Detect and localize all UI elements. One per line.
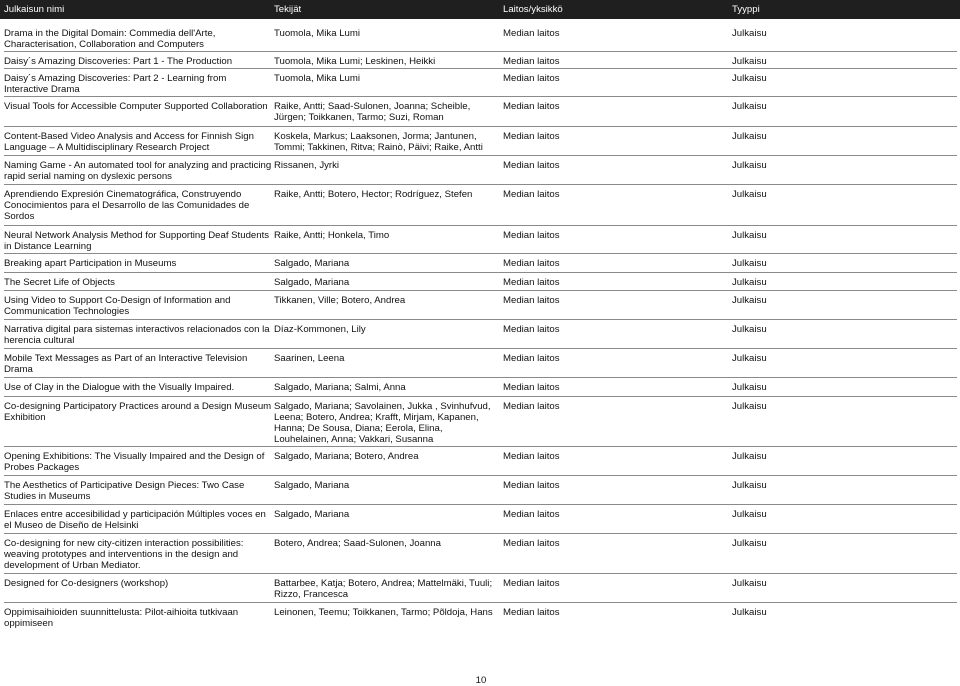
title-cell: Oppimisaihioiden suunnittelusta: Pilot-aihioita tutkivaan oppimiseen xyxy=(4,607,239,629)
row-divider xyxy=(4,272,957,273)
title-cell: Breaking apart Participation in Museums xyxy=(4,258,177,269)
authors-cell: Tuomola, Mika Lumi xyxy=(274,73,361,84)
header-type: Tyyppi xyxy=(732,4,760,15)
row-divider xyxy=(4,290,957,291)
authors-cell: Raike, Antti; Saad-Sulonen, Joanna; Scheible, Jürgen; Toikkanen, Tarmo; Suzi, Roman xyxy=(274,101,471,123)
authors-cell: Raike, Antti; Botero, Hector; Rodríguez, Stefen xyxy=(274,189,473,200)
authors-cell: Salgado, Mariana xyxy=(274,258,350,269)
authors-cell: Salgado, Mariana; Savolainen, Jukka , Svinhufvud, Leena; Botero, Andrea; Krafft, Mirjam, Kapanen, Hanna; De Sousa, Diana; Eerola, Elina, Louhelainen, Anna; Vakkari, Susanna xyxy=(274,401,491,445)
type-cell: Julkaisu xyxy=(732,607,767,618)
unit-cell: Median laitos xyxy=(503,230,560,241)
row-divider xyxy=(4,253,957,254)
row-divider xyxy=(4,126,957,127)
unit-cell: Median laitos xyxy=(503,258,560,269)
authors-cell: Tuomola, Mika Lumi; Leskinen, Heikki xyxy=(274,56,436,67)
unit-cell: Median laitos xyxy=(503,101,560,112)
row-divider xyxy=(4,155,957,156)
row-divider xyxy=(4,475,957,476)
authors-cell: Tikkanen, Ville; Botero, Andrea xyxy=(274,295,406,306)
title-cell: Neural Network Analysis Method for Supporting Deaf Students in Distance Learning xyxy=(4,230,270,252)
row-divider xyxy=(4,504,957,505)
type-cell: Julkaisu xyxy=(732,480,767,491)
table-header xyxy=(0,0,960,19)
title-cell: Daisy´s Amazing Discoveries: Part 1 - The Production xyxy=(4,56,233,67)
unit-cell: Median laitos xyxy=(503,578,560,589)
type-cell: Julkaisu xyxy=(732,451,767,462)
type-cell: Julkaisu xyxy=(732,382,767,393)
title-cell: Aprendiendo Expresión Cinematográfica, Construyendo Conocimientos para el Desarrollo de las Comunidades de Sordos xyxy=(4,189,250,222)
row-divider xyxy=(4,348,957,349)
title-cell: Using Video to Support Co-Design of Information and Communication Technologies xyxy=(4,295,231,317)
type-cell: Julkaisu xyxy=(732,230,767,241)
unit-cell: Median laitos xyxy=(503,73,560,84)
unit-cell: Median laitos xyxy=(503,160,560,171)
authors-cell: Botero, Andrea; Saad-Sulonen, Joanna xyxy=(274,538,441,549)
type-cell: Julkaisu xyxy=(732,73,767,84)
page-number: 10 xyxy=(475,675,487,686)
type-cell: Julkaisu xyxy=(732,189,767,200)
title-cell: Drama in the Digital Domain: Commedia dell'Arte, Characterisation, Collaboration and Computers xyxy=(4,28,216,50)
type-cell: Julkaisu xyxy=(732,277,767,288)
authors-cell: Raike, Antti; Honkela, Timo xyxy=(274,230,390,241)
row-divider xyxy=(4,51,957,52)
unit-cell: Median laitos xyxy=(503,131,560,142)
row-divider xyxy=(4,184,957,185)
unit-cell: Median laitos xyxy=(503,277,560,288)
row-divider xyxy=(4,225,957,226)
unit-cell: Median laitos xyxy=(503,509,560,520)
type-cell: Julkaisu xyxy=(732,258,767,269)
type-cell: Julkaisu xyxy=(732,160,767,171)
title-cell: Naming Game - An automated tool for analyzing and practicing rapid serial naming on dyslexic persons xyxy=(4,160,272,182)
authors-cell: Tuomola, Mika Lumi xyxy=(274,28,361,39)
authors-cell: Salgado, Mariana xyxy=(274,480,350,491)
type-cell: Julkaisu xyxy=(732,401,767,412)
header-authors: Tekijät xyxy=(274,4,302,15)
title-cell: Co-designing for new city-citizen interaction possibilities: weaving prototypes and interventions in the design and development of Urban Mediator. xyxy=(4,538,244,571)
title-cell: Designed for Co-designers (workshop) xyxy=(4,578,169,589)
unit-cell: Median laitos xyxy=(503,324,560,335)
row-divider xyxy=(4,396,957,397)
header-unit: Laitos/yksikkö xyxy=(503,4,563,15)
row-divider xyxy=(4,533,957,534)
unit-cell: Median laitos xyxy=(503,480,560,491)
authors-cell: Rissanen, Jyrki xyxy=(274,160,340,171)
unit-cell: Median laitos xyxy=(503,538,560,549)
row-divider xyxy=(4,377,957,378)
unit-cell: Median laitos xyxy=(503,607,560,618)
authors-cell: Leinonen, Teemu; Toikkanen, Tarmo; Põldoja, Hans xyxy=(274,607,493,618)
type-cell: Julkaisu xyxy=(732,509,767,520)
row-divider xyxy=(4,573,957,574)
title-cell: Content-Based Video Analysis and Access for Finnish Sign Language – A Multidisciplinary Research Project xyxy=(4,131,254,153)
title-cell: The Secret Life of Objects xyxy=(4,277,115,288)
type-cell: Julkaisu xyxy=(732,28,767,39)
authors-cell: Salgado, Mariana; Botero, Andrea xyxy=(274,451,419,462)
type-cell: Julkaisu xyxy=(732,353,767,364)
title-cell: The Aesthetics of Participative Design Pieces: Two Case Studies in Museums xyxy=(4,480,245,502)
type-cell: Julkaisu xyxy=(732,538,767,549)
title-cell: Co-designing Participatory Practices around a Design Museum Exhibition xyxy=(4,401,272,423)
type-cell: Julkaisu xyxy=(732,295,767,306)
unit-cell: Median laitos xyxy=(503,353,560,364)
unit-cell: Median laitos xyxy=(503,401,560,412)
title-cell: Visual Tools for Accessible Computer Supported Collaboration xyxy=(4,101,268,112)
title-cell: Daisy´s Amazing Discoveries: Part 2 - Learning from Interactive Drama xyxy=(4,73,227,95)
type-cell: Julkaisu xyxy=(732,131,767,142)
row-divider xyxy=(4,96,957,97)
row-divider xyxy=(4,446,957,447)
title-cell: Mobile Text Messages as Part of an Interactive Television Drama xyxy=(4,353,248,375)
unit-cell: Median laitos xyxy=(503,56,560,67)
row-divider xyxy=(4,602,957,603)
title-cell: Enlaces entre accesibilidad y participación Múltiples voces en el Museo de Diseño de Helsinki xyxy=(4,509,266,531)
type-cell: Julkaisu xyxy=(732,324,767,335)
authors-cell: Salgado, Mariana xyxy=(274,509,350,520)
type-cell: Julkaisu xyxy=(732,578,767,589)
title-cell: Opening Exhibitions: The Visually Impaired and the Design of Probes Packages xyxy=(4,451,265,473)
unit-cell: Median laitos xyxy=(503,451,560,462)
header-title: Julkaisun nimi xyxy=(4,4,65,15)
authors-cell: Koskela, Markus; Laaksonen, Jorma; Jantunen, Tommi; Takkinen, Ritva; Rainò, Päivi; Raike, Antti xyxy=(274,131,483,153)
authors-cell: Saarinen, Leena xyxy=(274,353,345,364)
type-cell: Julkaisu xyxy=(732,56,767,67)
title-cell: Narrativa digital para sistemas interactivos relacionados con la herencia cultural xyxy=(4,324,270,346)
type-cell: Julkaisu xyxy=(732,101,767,112)
unit-cell: Median laitos xyxy=(503,382,560,393)
authors-cell: Salgado, Mariana; Salmi, Anna xyxy=(274,382,406,393)
authors-cell: Díaz-Kommonen, Lily xyxy=(274,324,366,335)
row-divider xyxy=(4,319,957,320)
row-divider xyxy=(4,68,957,69)
unit-cell: Median laitos xyxy=(503,295,560,306)
unit-cell: Median laitos xyxy=(503,189,560,200)
authors-cell: Salgado, Mariana xyxy=(274,277,350,288)
title-cell: Use of Clay in the Dialogue with the Visually Impaired. xyxy=(4,382,235,393)
authors-cell: Battarbee, Katja; Botero, Andrea; Mattelmäki, Tuuli; Rizzo, Francesca xyxy=(274,578,493,600)
unit-cell: Median laitos xyxy=(503,28,560,39)
